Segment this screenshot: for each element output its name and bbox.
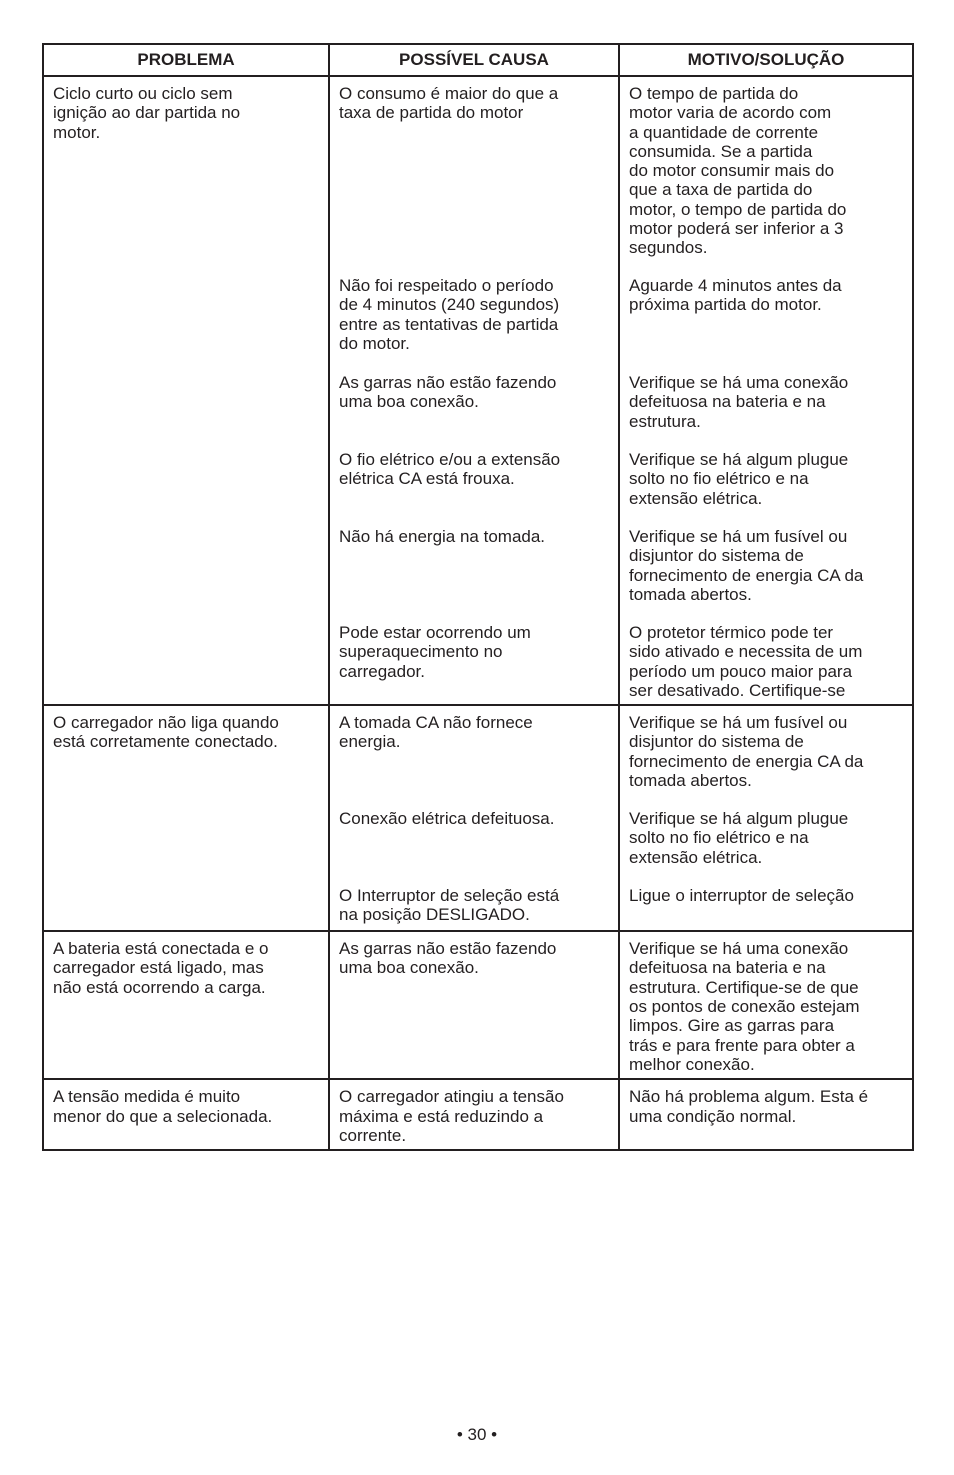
cause-text: Não há energia na tomada. bbox=[339, 527, 546, 546]
table-row bbox=[43, 76, 913, 705]
solution-text: Verifique se há uma conexão defeituosa na bateria e na estrutura. Certifique-se de que os pontos de conexão estejam limpos. Gire as garras para trás e para frente para obter a melhor conexão. bbox=[629, 939, 860, 1074]
cause-text: O consumo é maior do que a taxa de partida do motor bbox=[339, 84, 559, 123]
solution-cell bbox=[619, 931, 913, 1079]
table-row bbox=[43, 1079, 913, 1150]
troubleshooting-table bbox=[42, 43, 914, 1151]
header-cause: POSSÍVEL CAUSA bbox=[329, 44, 619, 76]
solution-text: Verifique se há uma conexão defeituosa na bateria e na estrutura. bbox=[629, 373, 849, 431]
solution-text: Verifique se há algum plugue solto no fio elétrico e na extensão elétrica. bbox=[629, 450, 849, 508]
header-problem: PROBLEMA bbox=[43, 44, 329, 76]
cause-text: As garras não estão fazendo uma boa conexão. bbox=[339, 939, 557, 978]
cause-text: Pode estar ocorrendo um superaquecimento no carregador. bbox=[339, 623, 531, 681]
cause-text: O fio elétrico e/ou a extensão elétrica CA está frouxa. bbox=[339, 450, 561, 489]
table-row bbox=[43, 931, 913, 1079]
solution-text: Verifique se há um fusível ou disjuntor do sistema de fornecimento de energia CA da tomada abertos. bbox=[629, 713, 864, 791]
table-header-row bbox=[43, 44, 913, 76]
page-number: • 30 • bbox=[456, 1425, 498, 1444]
cause-cell bbox=[329, 76, 619, 705]
solution-cell bbox=[619, 705, 913, 931]
problem-cell bbox=[43, 931, 329, 1079]
cause-cell bbox=[329, 705, 619, 931]
header-solution: MOTIVO/SOLUÇÃO bbox=[619, 44, 913, 76]
problem-text: A bateria está conectada e o carregador está ligado, mas não está ocorrendo a carga. bbox=[53, 939, 269, 997]
cause-text: Conexão elétrica defeituosa. bbox=[339, 809, 555, 829]
solution-cell bbox=[619, 76, 913, 705]
cause-text: Não foi respeitado o período de 4 minutos (240 segundos) entre as tentativas de partida do motor. bbox=[339, 276, 560, 353]
cause-cell bbox=[329, 1079, 619, 1150]
table-row bbox=[43, 705, 913, 931]
cause-text: A tomada CA não fornece energia. bbox=[339, 713, 533, 752]
cause-cell bbox=[329, 931, 619, 1079]
problem-text: O carregador não liga quando está corretamente conectado. bbox=[53, 713, 279, 752]
cause-text: As garras não estão fazendo uma boa conexão. bbox=[339, 373, 557, 412]
solution-text: Verifique se há um fusível ou disjuntor do sistema de fornecimento de energia CA da tomada abertos. bbox=[629, 527, 864, 604]
solution-text: O tempo de partida do motor varia de acordo com a quantidade de corrente consumida. Se a partida do motor consumir mais do que a taxa de partida do motor, o tempo de partida do motor poderá ser inferior a 3 segundos. bbox=[629, 84, 847, 258]
problem-cell bbox=[43, 705, 329, 931]
problem-text: Ciclo curto ou ciclo sem ignição ao dar partida no motor. bbox=[53, 84, 241, 142]
cause-text: O Interruptor de seleção está na posição DESLIGADO. bbox=[339, 886, 560, 925]
problem-cell bbox=[43, 1079, 329, 1150]
problem-text: A tensão medida é muito menor do que a selecionada. bbox=[53, 1087, 273, 1126]
cause-text: O carregador atingiu a tensão máxima e está reduzindo a corrente. bbox=[339, 1087, 564, 1145]
problem-cell bbox=[43, 76, 329, 705]
solution-text: Aguarde 4 minutos antes da próxima partida do motor. bbox=[629, 276, 842, 315]
solution-text: O protetor térmico pode ter sido ativado e necessita de um período um pouco maior para ser desativado. Certifique-se bbox=[629, 623, 863, 700]
solution-text: Verifique se há algum plugue solto no fio elétrico e na extensão elétrica. bbox=[629, 809, 849, 867]
solution-text: Ligue o interruptor de seleção bbox=[629, 886, 854, 906]
solution-cell bbox=[619, 1079, 913, 1150]
solution-text: Não há problema algum. Esta é uma condição normal. bbox=[629, 1087, 869, 1126]
